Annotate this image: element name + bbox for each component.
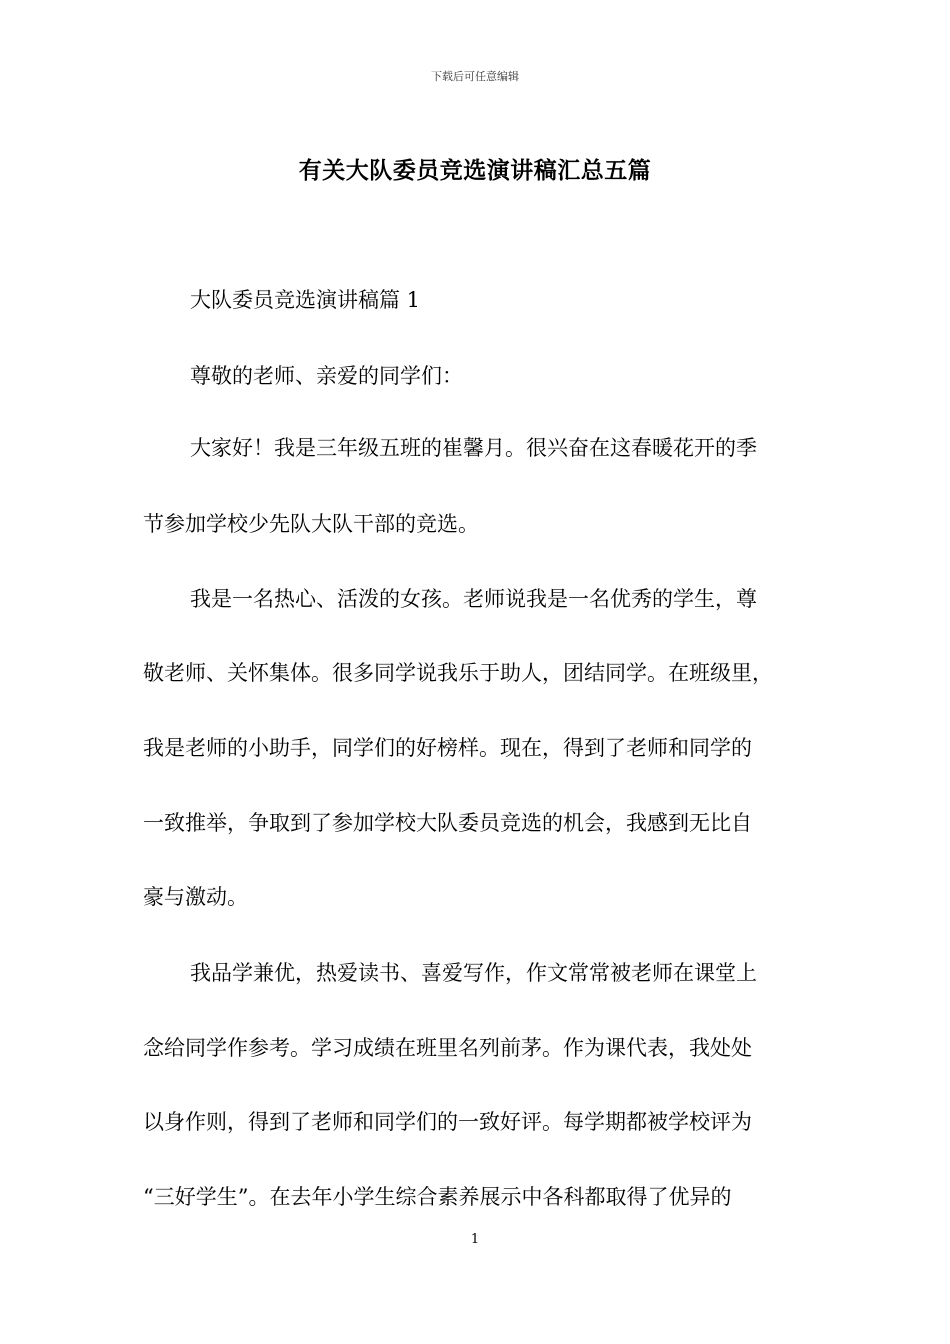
paragraph-line: 豪与激动。 bbox=[143, 885, 248, 909]
paragraph-line: 大家好！我是三年级五班的崔馨月。很兴奋在这春暖花开的季 bbox=[190, 436, 757, 460]
paragraph-line: 以身作则，得到了老师和同学们的一致好评。每学期都被学校评为 bbox=[143, 1110, 752, 1134]
download-note: 下载后可任意编辑 bbox=[431, 70, 519, 83]
paragraph-line: 我是老师的小助手，同学们的好榜样。现在，得到了老师和同学的 bbox=[143, 736, 752, 760]
paragraph-line: 我是一名热心、活泼的女孩。老师说我是一名优秀的学生，尊 bbox=[190, 587, 757, 611]
paragraph-line: 我品学兼优，热爱读书、喜爱写作，作文常常被老师在课堂上 bbox=[190, 961, 757, 985]
document-title: 有关大队委员竞选演讲稿汇总五篇 bbox=[298, 157, 652, 184]
paragraph-line: 敬老师、关怀集体。很多同学说我乐于助人，团结同学。在班级里， bbox=[143, 661, 773, 685]
paragraph-line: 念给同学作参考。学习成绩在班里名列前茅。作为课代表，我处处 bbox=[143, 1036, 752, 1060]
salutation-line: 尊敬的老师、亲爱的同学们： bbox=[190, 364, 463, 388]
paragraph-line: “三好学生”。在去年小学生综合素养展示中各科都取得了优异的 bbox=[143, 1185, 732, 1209]
section-heading: 大队委员竞选演讲稿篇 1 bbox=[190, 288, 421, 312]
page-number: 1 bbox=[470, 1232, 480, 1247]
paragraph-line: 节参加学校少先队大队干部的竞选。 bbox=[143, 512, 479, 536]
paragraph-line: 一致推举，争取到了参加学校大队委员竞选的机会，我感到无比自 bbox=[143, 811, 752, 835]
